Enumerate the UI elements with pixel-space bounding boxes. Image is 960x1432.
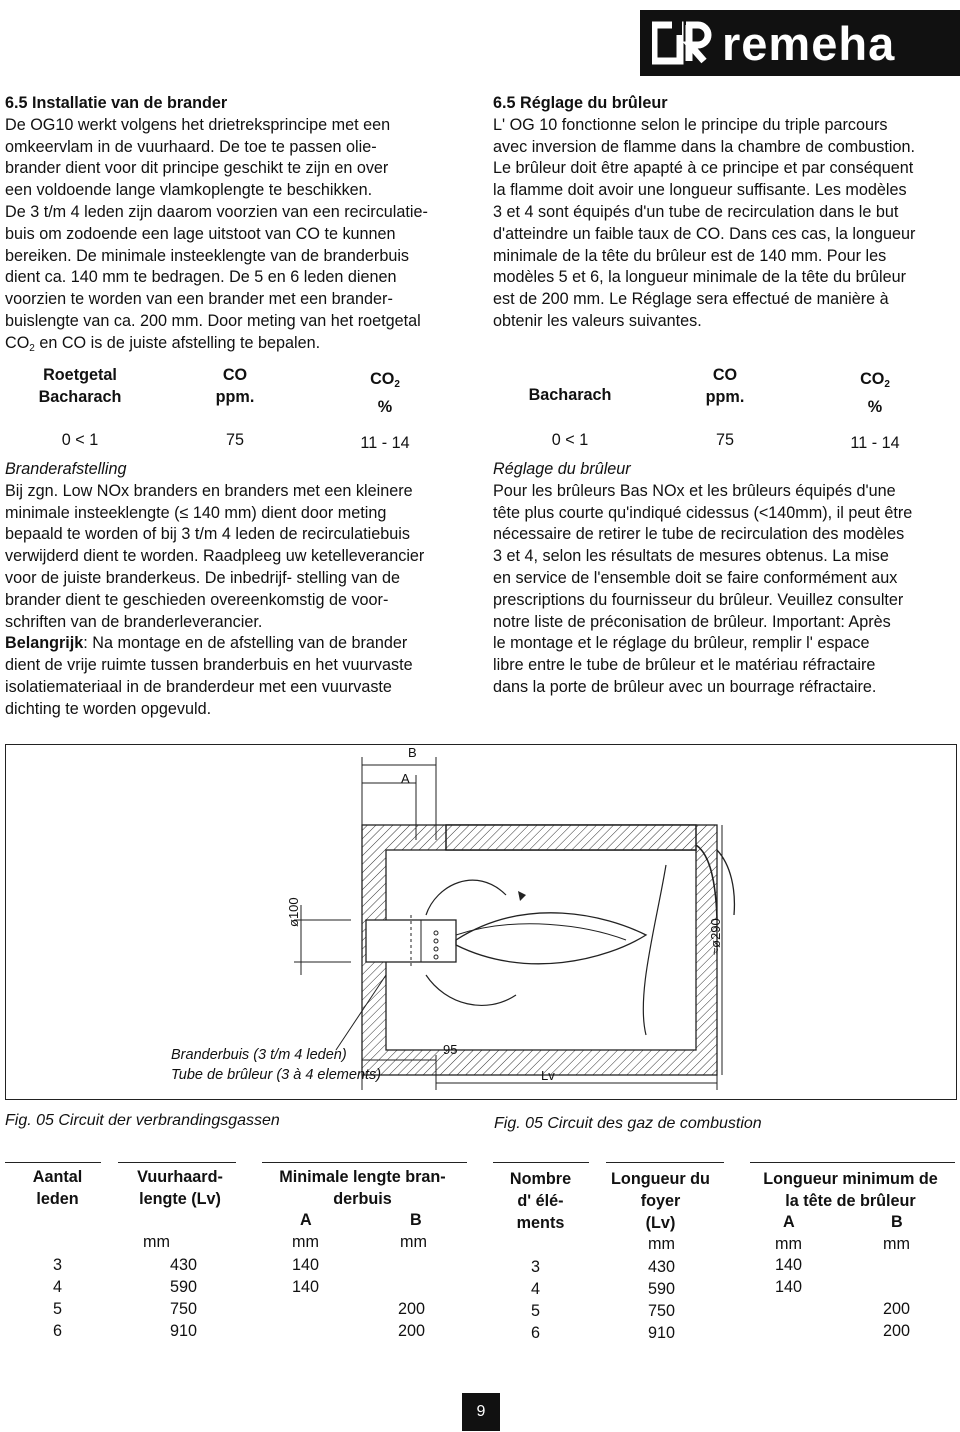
- dim-label-d100: ø100: [286, 897, 301, 927]
- remeha-logo-icon: [652, 21, 712, 65]
- nl-line-last: $CO_2$ en CO is de juiste afstelling te bepalen.: [5, 333, 321, 354]
- fr-col-soot: Bacharach: [528, 386, 612, 404]
- dim-label-b: B: [408, 745, 417, 760]
- nl-subheading: Branderafstelling: [5, 460, 127, 478]
- fr-spec-h3: Longueur minimum de la tête de brûleur: [763, 1170, 938, 1210]
- nl-spec-lv-col: 430 590 750 910: [170, 1256, 198, 1340]
- nl-val-soot: 0 < 1: [61, 431, 99, 449]
- fr-col-co: CO ppm.: [705, 366, 745, 406]
- nl-spec-unit: mm: [400, 1233, 427, 1251]
- fr-line: minimale de la tête du brûleur est de 140 mm. Pour les: [493, 246, 887, 265]
- fr-line: avec inversion de flamme dans la chambre de combustion.: [493, 137, 915, 156]
- nl-line2: voor de juiste branderkeus. De inbedrijf- stelling van de: [5, 568, 401, 587]
- nl-line3: dient de vrije ruimte tussen branderbuis en het vuurvaste: [5, 656, 413, 675]
- dim-label-a: A: [401, 771, 410, 786]
- fr-line2: nécessaire de retirer le tube de recirculation des modèles: [493, 525, 905, 544]
- nl-spec-h3: Minimale lengte bran- derbuis: [279, 1168, 446, 1208]
- nl-line2: Bij zgn. Low NOx branders en branders met een kleinere: [5, 481, 413, 500]
- nl-burner-setting: [5, 459, 475, 721]
- nl-line2: bepaald te worden of bij 3 t/m 4 leden de recirculatiebuis: [5, 525, 410, 544]
- fr-figure-caption: Fig. 05 Circuit des gaz de combustion: [494, 1115, 762, 1132]
- nl-line: bereiken. De minimale insteeklengte van de branderbuis: [5, 246, 410, 265]
- fr-line2: le montage et le réglage du brûleur, remplir l' espace: [493, 634, 870, 653]
- fr-line2: prescriptions du fournisseur du brûleur. Veuillez consulter: [493, 590, 904, 609]
- fr-spec-b-col: 200 200: [883, 1300, 911, 1340]
- nl-line2: minimale insteeklengte (≤ 140 mm) dient door meting: [5, 503, 387, 522]
- dim-label-d290: ≈ø290: [708, 918, 723, 955]
- brand-logo: [640, 10, 960, 76]
- fr-line2: Pour les brûleurs Bas NOx et les brûleurs équipés d'une: [493, 481, 896, 500]
- brand-name: remeha: [722, 16, 896, 70]
- fr-line2: en service de l'ensemble doit se faire conformément aux: [493, 568, 898, 587]
- fr-spec-unit: mm: [648, 1235, 675, 1253]
- fr-spec-col-a: A: [783, 1213, 795, 1231]
- fr-spec-a-col: 140 140: [775, 1256, 803, 1296]
- page-number: 9: [462, 1393, 500, 1431]
- nl-spec-col-a: A: [300, 1211, 312, 1229]
- nl-line: omkeervlam in de vuurhaard. De toe te passen olie-: [5, 137, 377, 156]
- fr-line2: notre liste de préconisation de brûleur. Important: Après: [493, 612, 891, 631]
- fr-line: est de 200 mm. Le Réglage sera effectué de manière à: [493, 290, 889, 309]
- fr-line: Le brûleur doit être apapté à ce principe et par conséquent: [493, 159, 914, 178]
- nl-spec-n-col: 3 4 5 6: [53, 1256, 63, 1340]
- nl-line3: isolatiemateriaal in de branderdeur met een vuurvaste: [5, 677, 392, 696]
- fr-line2: libre entre le tube de brûleur et le matériau réfractaire: [493, 656, 876, 675]
- fr-line: 3 et 4 sont équipés d'un tube de recirculation dans le but: [493, 202, 899, 221]
- nl-col-co2: $CO_2$ %: [370, 370, 400, 416]
- nl-spec-unit: mm: [143, 1233, 170, 1251]
- fr-line2: tête plus courte qu'indiqué cidessus (<140mm), il peut être: [493, 503, 913, 522]
- nl-spec-table: [5, 1160, 475, 1390]
- fr-intro: [493, 93, 958, 333]
- nl-spec-b-col: 200 200: [398, 1300, 426, 1340]
- burner-tube-label: Branderbuis (3 t/m 4 leden) Tube de brûleur (3 à 4 elements): [171, 1047, 382, 1083]
- nl-line: voorzien te worden van een brander met een brander-: [5, 290, 393, 309]
- fr-line2: dans la porte de brûleur avec un bourrage réfractaire.: [493, 677, 877, 696]
- fr-spec-table: [493, 1160, 958, 1390]
- nl-figure-caption: Fig. 05 Circuit der verbrandingsgassen: [5, 1112, 280, 1129]
- nl-line2: verwijderd dient te worden. Raadpleeg uw ketelleverancier: [5, 547, 425, 566]
- nl-val-co2: 11 - 14: [360, 434, 410, 452]
- fr-heading: 6.5 Réglage du brûleur: [493, 94, 668, 112]
- fr-val-co2: 11 - 14: [850, 434, 900, 452]
- dim-label-lv: Lv: [541, 1068, 555, 1083]
- nl-heading: 6.5 Installatie van de brander: [5, 94, 228, 112]
- nl-line: De OG10 werkt volgens het drietreksprincipe met een: [5, 115, 391, 134]
- nl-line2: brander dient te geschieden overeenkomstig de voor-: [5, 590, 389, 609]
- nl-spec-h2: Vuurhaard- lengte (Lv): [137, 1168, 223, 1208]
- fr-spec-col-b: B: [891, 1213, 903, 1231]
- fr-col-co2: $CO_2$ %: [860, 370, 890, 416]
- fr-spec-unit: mm: [883, 1235, 910, 1253]
- dim-label-95: 95: [443, 1042, 458, 1057]
- nl-line: dient ca. 140 mm te bedragen. De 5 en 6 leden dienen: [5, 268, 397, 287]
- nl-line: brander dient voor dit principe geschikt te zijn en over: [5, 159, 389, 178]
- fr-val-soot: 0 < 1: [551, 431, 589, 449]
- fr-spec-h1: Nombre d' élé- ments: [509, 1170, 572, 1232]
- fr-spec-lv-col: 430 590 750 910: [648, 1258, 676, 1342]
- fr-burner-setting: [493, 459, 958, 699]
- burner-tube: [366, 915, 456, 967]
- nl-col-soot: Roetgetal Bacharach: [38, 366, 122, 406]
- fr-line2: 3 et 4, selon les résultats de mesures obtenus. La mise: [493, 547, 889, 566]
- fr-line: la flamme doit avoir une longueur suffisante. Les modèles: [493, 181, 907, 200]
- nl-val-co: 75: [225, 431, 244, 449]
- nl-important: Belangrijk: Na montage en de afstelling van de brander: [5, 634, 408, 653]
- nl-spec-unit: mm: [292, 1233, 319, 1251]
- nl-spec-a-col: 140 140: [292, 1256, 320, 1296]
- nl-line: een voldoende lange vlamkoplengte te beschikken.: [5, 181, 373, 200]
- fr-subheading: Réglage du brûleur: [493, 460, 631, 478]
- fr-line: obtenir les valeurs suivantes.: [493, 311, 702, 330]
- fr-line: L' OG 10 fonctionne selon le principe du triple parcours: [493, 115, 888, 134]
- fr-spec-n-col: 3 4 5 6: [531, 1258, 541, 1342]
- nl-line3: dichting te worden opgevuld.: [5, 699, 212, 718]
- fr-val-co: 75: [715, 431, 734, 449]
- nl-intro: [5, 93, 475, 360]
- nl-spec-col-b: B: [410, 1211, 422, 1229]
- fr-spec-unit: mm: [775, 1235, 802, 1253]
- fr-line: modèles 5 et 6, la longueur minimale de la tête du brûleur: [493, 268, 907, 287]
- combustion-diagram: [5, 744, 957, 1100]
- nl-line: buislengte van ca. 200 mm. Door meting van het roetgetal: [5, 311, 421, 330]
- nl-line: De 3 t/m 4 leden zijn daarom voorzien van een recirculatie-: [5, 202, 428, 221]
- nl-line: buis om zodoende een lage uitstoot van CO te kunnen: [5, 224, 396, 243]
- nl-col-co: CO ppm.: [215, 366, 255, 406]
- fr-line: d'atteindre un faible taux de CO. Dans ces cas, la longueur: [493, 224, 916, 243]
- nl-spec-h1: Aantal leden: [32, 1168, 83, 1208]
- fr-spec-h2: Longueur du foyer (Lv): [611, 1170, 710, 1232]
- nl-line2: schriften van de branderleverancier.: [5, 612, 263, 631]
